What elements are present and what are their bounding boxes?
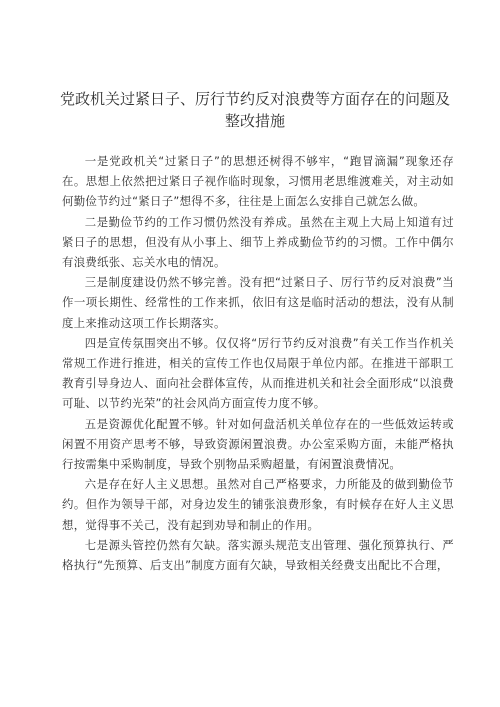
paragraph-4: 四是宣传氛围突出不够。仅仅将“厉行节约反对浪费”有关工作当作机关常规工作进行推进，相关的宣传工作也仅局限于单位内部。在推进干部职工教育引导身边人、面向社会群体宣传，从而推进机关和社会全面形成“以浪费可耻、以节约光荣”的社会风尚方面宣传力度不够。 bbox=[62, 335, 454, 411]
document-body bbox=[62, 151, 454, 575]
paragraph-6: 六是存在好人主义思想。虽然对自己严格要求，力所能及的做到勤俭节约。但作为领导干部，对身边发生的铺张浪费形象，有时候存在好人主义思想，觉得事不关己，没有起到劝导和制止的作用。 bbox=[62, 477, 454, 532]
paragraph-3: 三是制度建设仍然不够完善。没有把“过紧日子、厉行节约反对浪费”当作一项长期性、经常性的工作来抓，依旧有这是临时活动的想法，没有从制度上来推动这项工作长期落实。 bbox=[62, 275, 454, 330]
paragraph-7: 七是源头管控仍然有欠缺。落实源头规范支出管理、强化预算执行、严格执行“先预算、后支出”制度方面有欠缺，导致相关经费支出配比不合理， bbox=[62, 537, 454, 573]
paragraph-5: 五是资源优化配置不够。针对如何盘活机关单位存在的一些低效运转或闲置不用资产思考不够，导致资源闲置浪费。办公室采购方面，未能严格执行按需集中采购制度，导致个别物品采购超量，有闲置浪费情况。 bbox=[62, 416, 454, 472]
paragraph-2: 二是勤俭节约的工作习惯仍然没有养成。虽然在主观上大局上知道有过紧日子的思想，但没有从小事上、细节上养成勤俭节约的习惯。工作中偶尔有浪费纸张、忘关水电的情况。 bbox=[62, 214, 454, 270]
paragraph-1: 一是党政机关“过紧日子”的思想还树得不够牢，“跑冒滴漏”现象还存在。思想上依然把过紧日子视作临时现象，习惯用老思维渡难关，对主动如何勤俭节约过“紧日子”想得不多，往往是上面怎么安排自己就怎么做。 bbox=[62, 154, 454, 209]
document-title: 党政机关过紧日子、厉行节约反对浪费等方面存在的问题及整改措施 bbox=[60, 90, 451, 130]
